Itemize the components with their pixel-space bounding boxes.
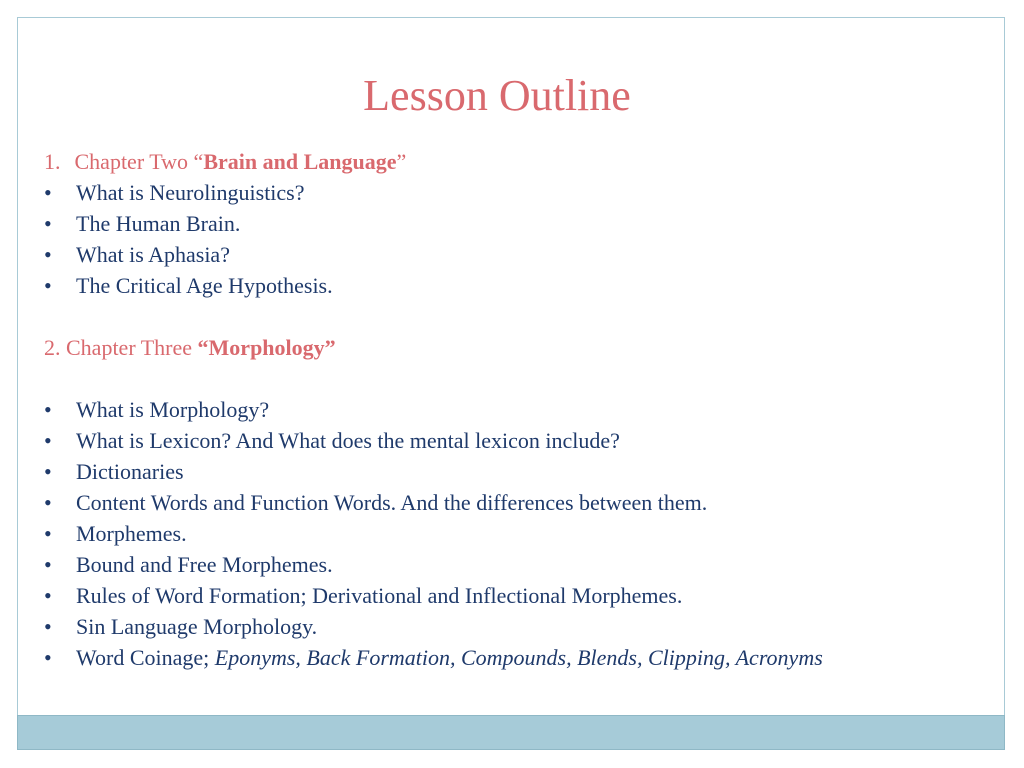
spacer bbox=[44, 301, 974, 332]
bullet-icon: • bbox=[44, 397, 52, 422]
list-item bbox=[44, 580, 974, 611]
list-item-text: What is Aphasia? bbox=[76, 242, 230, 267]
slide-title: Lesson Outline bbox=[363, 71, 631, 120]
list-item-italic-text: Eponyms, Back Formation, Compounds, Blends, Clipping, Acronyms bbox=[214, 645, 823, 670]
list-item bbox=[44, 208, 974, 239]
bullet-icon: • bbox=[44, 645, 52, 670]
chapter-name: “Morphology” bbox=[197, 335, 336, 360]
bullet-icon: • bbox=[44, 211, 52, 236]
bullet-icon: • bbox=[44, 614, 52, 639]
list-item-text: Word Coinage; bbox=[76, 645, 215, 670]
list-item-text: What is Morphology? bbox=[76, 397, 270, 422]
bullet-icon: • bbox=[44, 273, 52, 298]
bullet-icon: • bbox=[44, 459, 52, 484]
list-item-text: What is Neurolinguistics? bbox=[76, 180, 305, 205]
list-item-text: What is Lexicon? And What does the mental lexicon include? bbox=[76, 428, 620, 453]
chapter-suffix: ” bbox=[396, 149, 407, 174]
bullet-icon: • bbox=[44, 583, 52, 608]
bullet-icon: • bbox=[44, 552, 52, 577]
list-item bbox=[44, 270, 974, 301]
list-item bbox=[44, 611, 974, 642]
chapter-name: Brain and Language bbox=[203, 149, 397, 174]
list-item-text: Dictionaries bbox=[76, 459, 184, 484]
bullet-icon: • bbox=[44, 490, 52, 515]
list-item-text: Rules of Word Formation; Derivational and Inflectional Morphemes. bbox=[76, 583, 683, 608]
bullet-icon: • bbox=[44, 521, 52, 546]
list-item bbox=[44, 394, 974, 425]
list-item-text: Sin Language Morphology. bbox=[76, 614, 318, 639]
list-item-text: The Human Brain. bbox=[76, 211, 241, 236]
list-item bbox=[44, 456, 974, 487]
bullet-icon: • bbox=[44, 242, 52, 267]
list-item bbox=[44, 518, 974, 549]
list-item bbox=[44, 549, 974, 580]
spacer bbox=[44, 363, 974, 394]
chapter-two-heading bbox=[44, 332, 974, 363]
list-item bbox=[44, 642, 974, 673]
chapter-one-heading bbox=[44, 146, 974, 177]
list-item bbox=[44, 487, 974, 518]
chapter-prefix: Chapter Two “ bbox=[74, 149, 204, 174]
list-item-text: Morphemes. bbox=[76, 521, 187, 546]
list-item-text: The Critical Age Hypothesis. bbox=[76, 273, 333, 298]
chapter-number: 1. bbox=[44, 149, 61, 174]
chapter-prefix: 2. Chapter Three bbox=[44, 335, 198, 360]
list-item-text: Content Words and Function Words. And the differences between them. bbox=[76, 490, 708, 515]
outline-content bbox=[44, 146, 974, 673]
list-item bbox=[44, 425, 974, 456]
list-item-text: Bound and Free Morphemes. bbox=[76, 552, 333, 577]
list-item bbox=[44, 239, 974, 270]
footer-band bbox=[17, 715, 1005, 750]
bullet-icon: • bbox=[44, 180, 52, 205]
bullet-icon: • bbox=[44, 428, 52, 453]
list-item bbox=[44, 177, 974, 208]
